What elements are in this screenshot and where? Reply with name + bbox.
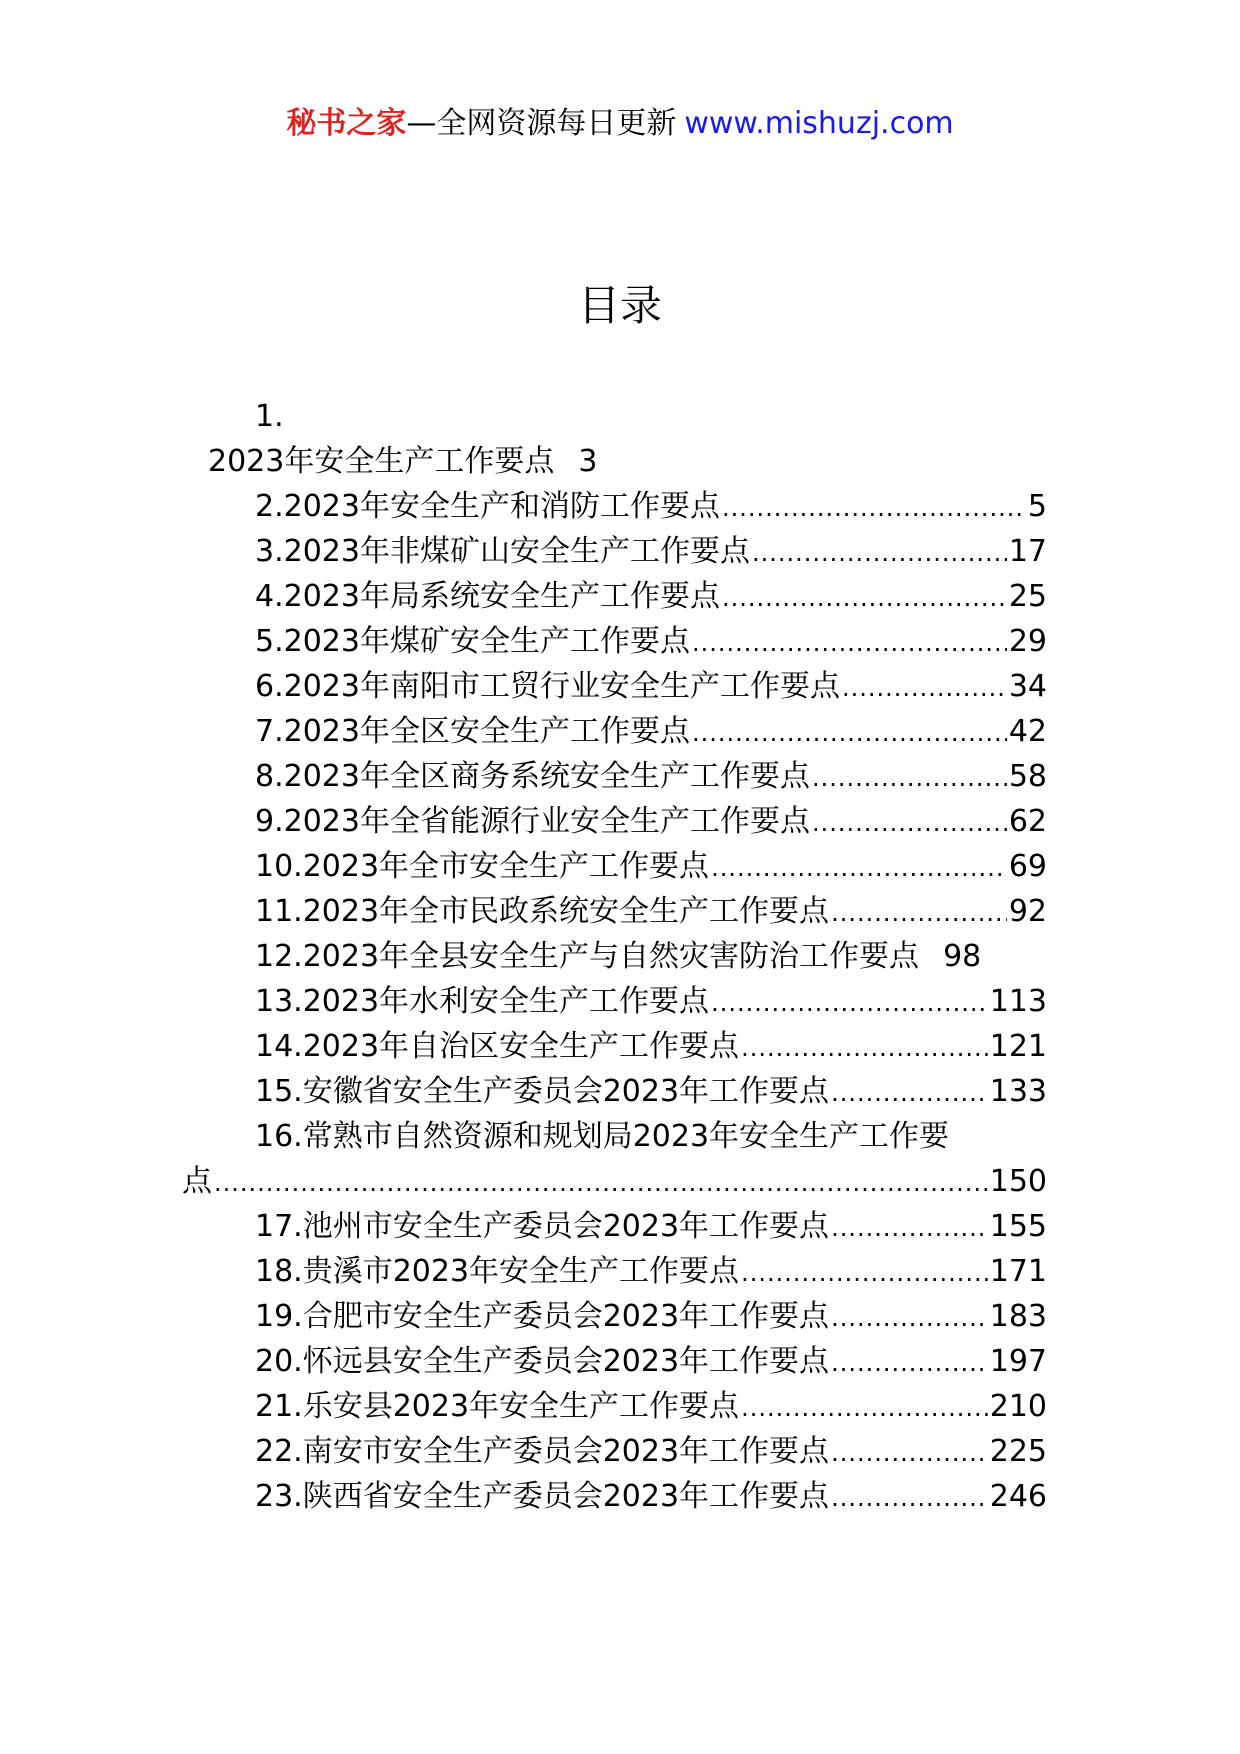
toc-entry[interactable]	[187, 799, 1047, 844]
dot-leader	[692, 621, 1007, 666]
toc-entry-page: 92	[1008, 894, 1047, 929]
toc-entry[interactable]	[187, 1249, 1047, 1294]
toc-entry-label: 14.2023年自治区安全生产工作要点	[255, 1029, 740, 1064]
toc-entry-page: 98	[943, 939, 982, 974]
dot-leader	[214, 1161, 988, 1206]
toc-entry-page: 121	[989, 1029, 1047, 1064]
toc-entry-label: 9.2023年全省能源行业安全生产工作要点	[255, 804, 810, 839]
brand-name: 秘书之家	[286, 106, 407, 141]
toc-entry-page: 246	[989, 1479, 1047, 1514]
dot-leader	[842, 666, 1007, 711]
toc-entry-page: 5	[1027, 489, 1047, 524]
dot-leader	[741, 1251, 988, 1296]
toc-entry[interactable]	[187, 709, 1047, 754]
toc-entry-page: 155	[989, 1209, 1047, 1244]
dot-leader	[831, 1431, 988, 1476]
dot-leader	[831, 1341, 988, 1386]
dot-leader	[741, 1026, 988, 1071]
dot-leader	[741, 1386, 988, 1431]
toc-entry[interactable]	[187, 619, 1047, 664]
toc-entry-page: 171	[989, 1254, 1047, 1289]
toc-entry-page: 113	[989, 984, 1047, 1019]
dot-leader	[831, 1206, 988, 1251]
toc-entry[interactable]	[187, 394, 1047, 439]
toc-entry-label: 6.2023年南阳市工贸行业安全生产工作要点	[255, 669, 840, 704]
toc-entry[interactable]	[187, 574, 1047, 619]
toc-entry-continuation[interactable]	[182, 1159, 1047, 1204]
toc-entry[interactable]	[187, 754, 1047, 799]
toc-entry[interactable]	[187, 1069, 1047, 1114]
toc-entry-page: 29	[1008, 624, 1047, 659]
toc-entry[interactable]	[187, 1114, 1047, 1159]
toc-entry-label: 4.2023年局系统安全生产工作要点	[255, 579, 720, 614]
toc-entry[interactable]	[187, 439, 1047, 484]
toc-entry-page: 69	[1008, 849, 1047, 884]
dot-leader	[831, 891, 1007, 936]
header-tagline: —全网资源每日更新	[406, 106, 677, 141]
toc-entry[interactable]	[187, 484, 1047, 529]
toc-entry-page: 34	[1008, 669, 1047, 704]
toc-entry-label: 1.	[255, 399, 284, 434]
toc-entry-page: 225	[989, 1434, 1047, 1469]
toc-entry-label: 19.合肥市安全生产委员会2023年工作要点	[255, 1299, 830, 1334]
toc-entry[interactable]	[187, 1339, 1047, 1384]
toc-entry-label: 20.怀远县安全生产委员会2023年工作要点	[255, 1344, 830, 1379]
toc-entry[interactable]	[187, 889, 1047, 934]
toc-entry-page: 150	[989, 1164, 1047, 1199]
toc-entry[interactable]	[187, 1294, 1047, 1339]
toc-entry-label: 16.常熟市自然资源和规划局2023年安全生产工作要	[255, 1119, 950, 1154]
toc-entry[interactable]	[187, 1024, 1047, 1069]
toc-entry-label: 12.2023年全县安全生产与自然灾害防治工作要点	[255, 939, 920, 974]
toc-entry[interactable]	[187, 1474, 1047, 1519]
toc-entry-page: 210	[989, 1389, 1047, 1424]
dot-leader	[812, 801, 1007, 846]
toc-entry-label: 15.安徽省安全生产委员会2023年工作要点	[255, 1074, 830, 1109]
toc-entry[interactable]	[187, 844, 1047, 889]
toc-entry-label: 点	[182, 1164, 212, 1199]
toc-entry-page: 3	[578, 444, 598, 479]
toc-entry-page: 17	[1008, 534, 1047, 569]
toc-entry-page: 197	[989, 1344, 1047, 1379]
toc-entry[interactable]	[187, 934, 1047, 979]
toc-entry-label: 7.2023年全区安全生产工作要点	[255, 714, 690, 749]
toc-entry[interactable]	[187, 979, 1047, 1024]
toc-entry[interactable]	[187, 1429, 1047, 1474]
toc-entry-label: 17.池州市安全生产委员会2023年工作要点	[255, 1209, 830, 1244]
toc-entry-label: 22.南安市安全生产委员会2023年工作要点	[255, 1434, 830, 1469]
toc-entry-label: 11.2023年全市民政系统安全生产工作要点	[255, 894, 830, 929]
toc-entry-label: 2.2023年安全生产和消防工作要点	[255, 489, 720, 524]
toc-entry-label: 18.贵溪市2023年安全生产工作要点	[255, 1254, 740, 1289]
toc-entry-label: 3.2023年非煤矿山安全生产工作要点	[255, 534, 750, 569]
toc-entry-label: 23.陕西省安全生产委员会2023年工作要点	[255, 1479, 830, 1514]
site-url-link[interactable]: www.mishuzj.com	[684, 106, 954, 141]
site-header	[0, 104, 1240, 144]
toc-entry-label: 8.2023年全区商务系统安全生产工作要点	[255, 759, 810, 794]
dot-leader	[722, 486, 1026, 531]
toc-entry[interactable]	[187, 1384, 1047, 1429]
toc-entry-page: 25	[1008, 579, 1047, 614]
toc-entry-label: 10.2023年全市安全生产工作要点	[255, 849, 710, 884]
dot-leader	[711, 846, 1007, 891]
dot-leader	[722, 576, 1007, 621]
dot-leader	[831, 1296, 988, 1341]
dot-leader	[831, 1071, 988, 1116]
dot-leader	[812, 756, 1007, 801]
toc-entry[interactable]	[187, 529, 1047, 574]
toc-entry-label: 13.2023年水利安全生产工作要点	[255, 984, 710, 1019]
toc-entry[interactable]	[187, 1204, 1047, 1249]
dot-leader	[711, 981, 988, 1026]
table-of-contents	[182, 394, 1047, 1519]
toc-entry-label: 5.2023年煤矿安全生产工作要点	[255, 624, 690, 659]
dot-leader	[692, 711, 1007, 756]
page-title: 目录	[577, 281, 662, 330]
toc-entry-page: 42	[1008, 714, 1047, 749]
toc-entry-label: 2023年安全生产工作要点	[208, 444, 555, 479]
toc-entry-page: 133	[989, 1074, 1047, 1109]
dot-leader	[752, 531, 1007, 576]
toc-entry[interactable]	[187, 664, 1047, 709]
toc-entry-page: 58	[1008, 759, 1047, 794]
toc-entry-page: 183	[989, 1299, 1047, 1334]
dot-leader	[831, 1476, 988, 1521]
toc-entry-label: 21.乐安县2023年安全生产工作要点	[255, 1389, 740, 1424]
toc-entry-page: 62	[1008, 804, 1047, 839]
